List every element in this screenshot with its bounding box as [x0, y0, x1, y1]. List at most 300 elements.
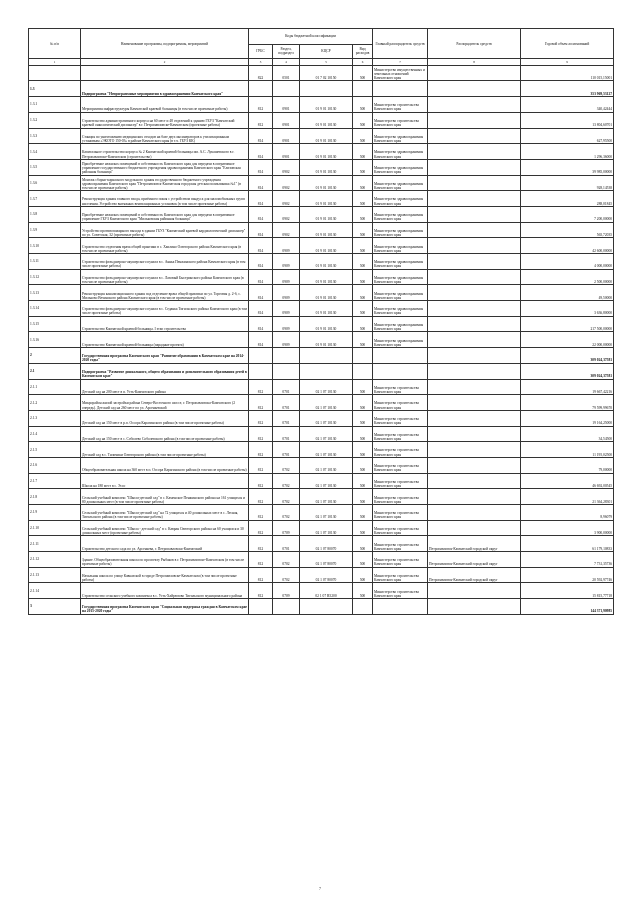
- row-vid: 500: [353, 489, 373, 505]
- row-kcsr: 02 1 07 R5200: [300, 583, 353, 599]
- row-distributor: Министерство строительства Камчатского края: [373, 426, 428, 442]
- row-volume: 15 815,77718: [521, 583, 614, 599]
- row-number: 2.1.13: [29, 567, 81, 583]
- row-razdel: 0909: [273, 254, 300, 270]
- row-grbs: [249, 81, 273, 97]
- row-volume: 7 200,00000: [521, 206, 614, 222]
- row-distributor: Министерство строительства Камчатского края: [373, 410, 428, 426]
- row-distributor: Министерство здравоохранения Камчатского края: [373, 175, 428, 191]
- row-number: 2.1.5: [29, 442, 81, 458]
- table-body: [29, 65, 614, 614]
- row-grbs: 812: [249, 552, 273, 568]
- row-grbs: 822: [249, 65, 273, 81]
- row-kcsr: 01 9 01 10130: [300, 301, 353, 317]
- row-recipient: [428, 332, 521, 348]
- table-row: [29, 191, 614, 207]
- row-distributor: Министерство здравоохранения Камчатского края: [373, 301, 428, 317]
- row-vid: 500: [353, 128, 373, 144]
- row-volume: 11 195,02500: [521, 442, 614, 458]
- row-name: Школа на 180 мест в с. Эссо: [81, 473, 249, 489]
- row-kcsr: 02 1 07 10130: [300, 395, 353, 411]
- row-recipient: [428, 285, 521, 301]
- row-vid: 500: [353, 301, 373, 317]
- row-grbs: 812: [249, 505, 273, 521]
- row-recipient: [428, 269, 521, 285]
- table-row: [29, 65, 614, 81]
- row-vid: 500: [353, 395, 373, 411]
- row-name: Детский сад на 200 мест в п. Усть-Камчатского района: [81, 379, 249, 395]
- row-grbs: 812: [249, 410, 273, 426]
- row-name: [81, 65, 249, 81]
- row-kcsr: 01 9 01 10130: [300, 316, 353, 332]
- row-vid: 500: [353, 457, 373, 473]
- row-volume: 3 636,80000: [521, 301, 614, 317]
- row-name: Строительство детского сада по ул. Арсеньева, г. Петропавловска-Камчатский: [81, 536, 249, 552]
- table-row: [29, 505, 614, 521]
- table-row: [29, 348, 614, 364]
- row-number: 2.1.4: [29, 426, 81, 442]
- row-volume: 19 667,42216: [521, 379, 614, 395]
- row-name: Сельский учебный комплекс "Школа-детский сад" в с. Каменское Пенжинского района на 161 учащихся и 80 дошкольных мест (в том числе проектные работы): [81, 489, 249, 505]
- row-name: Строительство сельского учебного комплекса в с. Усть-Хайрюзово Тигильского муниципального района: [81, 583, 249, 599]
- row-distributor: [373, 81, 428, 97]
- row-razdel: 0701: [273, 410, 300, 426]
- row-kcsr: 01 9 01 10130: [300, 112, 353, 128]
- row-vid: 500: [353, 191, 373, 207]
- row-grbs: 814: [249, 144, 273, 160]
- row-distributor: Министерство имущественных и земельных отношений Камчатского края: [373, 65, 428, 81]
- row-number: 2.1.9: [29, 505, 81, 521]
- row-volume: 20 592,97746: [521, 567, 614, 583]
- row-vid: [353, 599, 373, 615]
- row-razdel: 0902: [273, 191, 300, 207]
- row-name: Детский сад на 150 мест в р.п. Оссора Карагинского района (в том числе проектные работы): [81, 410, 249, 426]
- row-name: Реконструкция канализационного здания под отделение врача общей практики по ул. Торговая д. 2-б, с. Мильково Вечинского района Камчатского края (в том числе проектные работы): [81, 285, 249, 301]
- row-razdel: 0909: [273, 332, 300, 348]
- row-recipient: [428, 442, 521, 458]
- row-number: 1.3.13: [29, 285, 81, 301]
- row-recipient: Петропавловск-Камчатский городской округ: [428, 552, 521, 568]
- table-row: [29, 583, 614, 599]
- row-grbs: 814: [249, 175, 273, 191]
- row-volume: 217 500,00000: [521, 316, 614, 332]
- row-distributor: Министерство строительства Камчатского края: [373, 520, 428, 536]
- table-row: [29, 144, 614, 160]
- row-distributor: Министерство строительства Камчатского края: [373, 567, 428, 583]
- table-row: [29, 159, 614, 175]
- row-distributor: Министерство строительства Камчатского края: [373, 536, 428, 552]
- row-razdel: 0901: [273, 97, 300, 113]
- row-recipient: [428, 457, 521, 473]
- row-distributor: [373, 348, 428, 364]
- row-distributor: Министерство здравоохранения Камчатского края: [373, 222, 428, 238]
- row-volume: 2 500,00000: [521, 269, 614, 285]
- table-row: [29, 552, 614, 568]
- header-index: 7: [373, 59, 428, 66]
- row-vid: [353, 363, 373, 379]
- row-number: 2.1.3: [29, 410, 81, 426]
- row-volume: 4 000,00000: [521, 254, 614, 270]
- row-vid: 500: [353, 473, 373, 489]
- row-volume: 21 364,28301: [521, 489, 614, 505]
- table-row: [29, 567, 614, 583]
- header-index: 4: [273, 59, 300, 66]
- row-name: Монтаж сборно-каркасного модульного здания государственного бюджетного учреждения здравоохранения Камчатского края "Петропавловск-Камчатская городская детская поликлиника №1" (в том числе проектные работы): [81, 175, 249, 191]
- row-number: 2: [29, 348, 81, 364]
- row-vid: 500: [353, 254, 373, 270]
- row-razdel: 0909: [273, 301, 300, 317]
- row-kcsr: 01 9 01 10130: [300, 206, 353, 222]
- table-row: [29, 332, 614, 348]
- row-name: Приобретение нежилых помещений в собственность Камчатского края для передачи в оперативное управление государственного бюджетного учреждения здравоохранения Камчатского края "Елизовская районная больница": [81, 159, 249, 175]
- row-distributor: Министерство здравоохранения Камчатского края: [373, 285, 428, 301]
- header-index: 3: [249, 59, 273, 66]
- row-number: 3: [29, 599, 81, 615]
- row-vid: 500: [353, 552, 373, 568]
- row-name: Начальная школа по улице Кавказской в городе Петропавловске-Камчатском (в том числе проектные работы): [81, 567, 249, 583]
- row-distributor: Министерство здравоохранения Камчатского края: [373, 206, 428, 222]
- row-number: 1.3.16: [29, 332, 81, 348]
- row-grbs: 814: [249, 238, 273, 254]
- row-razdel: 0709: [273, 520, 300, 536]
- row-volume: 565,72035: [521, 222, 614, 238]
- row-razdel: 0902: [273, 206, 300, 222]
- row-recipient: [428, 379, 521, 395]
- row-grbs: 812: [249, 395, 273, 411]
- row-vid: 500: [353, 520, 373, 536]
- row-distributor: Министерство строительства Камчатского края: [373, 552, 428, 568]
- row-razdel: 0902: [273, 159, 300, 175]
- row-grbs: 812: [249, 442, 273, 458]
- row-vid: 500: [353, 159, 373, 175]
- header-index: 5: [300, 59, 353, 66]
- row-vid: 500: [353, 238, 373, 254]
- row-kcsr: [300, 348, 353, 364]
- row-volume: 22 000,00000: [521, 332, 614, 348]
- row-number: 2.1.10: [29, 520, 81, 536]
- row-kcsr: 01 9 01 10130: [300, 144, 353, 160]
- row-grbs: 812: [249, 426, 273, 442]
- row-recipient: [428, 222, 521, 238]
- row-number: 2.1.12: [29, 552, 81, 568]
- row-recipient: [428, 316, 521, 332]
- row-razdel: 0909: [273, 238, 300, 254]
- row-kcsr: 01 9 01 10130: [300, 285, 353, 301]
- row-vid: 500: [353, 97, 373, 113]
- table-row: [29, 379, 614, 395]
- row-kcsr: [300, 363, 353, 379]
- row-grbs: 814: [249, 254, 273, 270]
- row-volume: 7 731,35736: [521, 552, 614, 568]
- row-number: 1.3.2: [29, 112, 81, 128]
- row-volume: 288,01845: [521, 191, 614, 207]
- row-vid: 500: [353, 426, 373, 442]
- header-kcsr: КЦСР: [300, 44, 353, 59]
- row-grbs: 814: [249, 191, 273, 207]
- row-vid: 500: [353, 379, 373, 395]
- row-razdel: 0702: [273, 489, 300, 505]
- table-row: [29, 316, 614, 332]
- row-distributor: Министерство строительства Камчатского края: [373, 112, 428, 128]
- row-name: Строительство Камчатской краевой больницы. I этап строительства: [81, 316, 249, 332]
- row-razdel: 0901: [273, 128, 300, 144]
- table-row: [29, 238, 614, 254]
- row-recipient: [428, 363, 521, 379]
- row-number: 1.3.15: [29, 316, 81, 332]
- row-number: 2.1.7: [29, 473, 81, 489]
- row-volume: 1 296,36000: [521, 144, 614, 160]
- row-name: Строительство Камчатской краевой больницы (парадные проекта): [81, 332, 249, 348]
- row-grbs: 812: [249, 489, 273, 505]
- row-razdel: [273, 599, 300, 615]
- budget-table: [28, 28, 614, 615]
- row-volume: 309 024,37581: [521, 348, 614, 364]
- header-index: 9: [521, 59, 614, 66]
- row-volume: 42 600,00000: [521, 238, 614, 254]
- row-recipient: [428, 505, 521, 521]
- row-razdel: 0701: [273, 426, 300, 442]
- row-grbs: [249, 599, 273, 615]
- row-name: Строительство фельдшерско-акушерского пункта в с. Аянка Пенжинского района Камчатского края (в том числе проектные работы): [81, 254, 249, 270]
- table-row: [29, 254, 614, 270]
- row-razdel: 0909: [273, 269, 300, 285]
- row-vid: 500: [353, 175, 373, 191]
- table-row: [29, 128, 614, 144]
- row-distributor: Министерство здравоохранения Камчатского края: [373, 144, 428, 160]
- row-number: 2.1.8: [29, 489, 81, 505]
- table-header: [29, 29, 614, 66]
- row-grbs: 812: [249, 520, 273, 536]
- row-name: Мероприятия инфраструктуры Камчатской краевой больницы (в том числе проектные работы): [81, 97, 249, 113]
- row-number: [29, 65, 81, 81]
- row-name: Общеобразовательная школа на 360 мест в п. Оссора Карагинского района (в том числе проектные работы): [81, 457, 249, 473]
- document-page: [28, 28, 613, 615]
- header-razdel: Раздел, подраздел: [273, 44, 300, 59]
- row-kcsr: 02 1 07 10130: [300, 505, 353, 521]
- row-volume: 340,42444: [521, 97, 614, 113]
- row-volume: 19 164,25000: [521, 410, 614, 426]
- row-recipient: [428, 206, 521, 222]
- row-volume: 309 024,37581: [521, 363, 614, 379]
- row-vid: 500: [353, 332, 373, 348]
- row-recipient: [428, 395, 521, 411]
- row-distributor: Министерство здравоохранения Камчатского края: [373, 332, 428, 348]
- row-grbs: 812: [249, 112, 273, 128]
- row-vid: 500: [353, 583, 373, 599]
- row-kcsr: 01 9 01 10130: [300, 269, 353, 285]
- row-grbs: 812: [249, 473, 273, 489]
- row-volume: 110 015,15001: [521, 65, 614, 81]
- row-kcsr: 02 1 07 80070: [300, 567, 353, 583]
- table-row: [29, 426, 614, 442]
- row-vid: 500: [353, 567, 373, 583]
- row-vid: 500: [353, 442, 373, 458]
- row-recipient: [428, 348, 521, 364]
- table-row: [29, 489, 614, 505]
- row-number: 1.3.9: [29, 222, 81, 238]
- row-razdel: [273, 348, 300, 364]
- row-name: Микрорайон жилой застройки района Северо-Восточного шоссе, г. Петропавловска-Камчатского (2 очередь). Детский сад на 260 мест по ул. Арсеньевской: [81, 395, 249, 411]
- row-vid: 500: [353, 222, 373, 238]
- row-number: 2.1.11: [29, 536, 81, 552]
- row-volume: 49,50000: [521, 285, 614, 301]
- row-kcsr: [300, 81, 353, 97]
- row-number: 1.3.4: [29, 144, 81, 160]
- row-distributor: Министерство строительства Камчатского края: [373, 97, 428, 113]
- row-volume: 46 692,00545: [521, 473, 614, 489]
- row-name: Сельский учебный комплекс "Школа - детский сад" в с. Кавран Олюторского района на 60 учащихся и 30 дошкольных мест (проектные работы): [81, 520, 249, 536]
- table-row: [29, 175, 614, 191]
- row-recipient: Петропавловск-Камчатский городской округ: [428, 536, 521, 552]
- row-grbs: 814: [249, 159, 273, 175]
- row-vid: 500: [353, 316, 373, 332]
- table-row: [29, 442, 614, 458]
- header-budget-codes: Коды бюджетной классификации: [249, 29, 373, 45]
- row-number: 2.1: [29, 363, 81, 379]
- row-name: Государственная программа Камчатского края "Развитие образования в Камчатском крае на 2014-2020 годы": [81, 348, 249, 364]
- row-name: Строительство фельдшерско-акушерского пункта в с. Лазовый Быстринского района Камчатского края (в том числе проектные работы): [81, 269, 249, 285]
- row-grbs: 814: [249, 332, 273, 348]
- row-name: Станция по уничтожению медицинских отходов на базе двух инсинераторов к утилизационным установкам «ЭКОТО 150-03» в районе Камчатского края (в т.ч. ГБУЗ КК): [81, 128, 249, 144]
- row-distributor: Министерство строительства Камчатского края: [373, 473, 428, 489]
- row-grbs: 814: [249, 206, 273, 222]
- row-recipient: [428, 599, 521, 615]
- table-row: [29, 520, 614, 536]
- row-razdel: 0901: [273, 144, 300, 160]
- header-volume: Годовой объем ассигнований: [521, 29, 614, 59]
- page-number: 7: [319, 886, 321, 891]
- row-name: Сельский учебный комплекс "Школа-детский сад" на 72 учащихся и 40 дошкольных мест в с. Лесная, Тигильского района (в том числе проектные работы): [81, 505, 249, 521]
- row-vid: 500: [353, 505, 373, 521]
- row-razdel: 0701: [273, 395, 300, 411]
- row-volume: 61 179,10833: [521, 536, 614, 552]
- table-row: [29, 81, 614, 97]
- row-razdel: 0902: [273, 175, 300, 191]
- row-recipient: [428, 159, 521, 175]
- table-row: [29, 410, 614, 426]
- row-name: Строительство фельдшерско-акушерского пункта в с. Седанка Тигильского района Камчатского края (в том числе проектные работы): [81, 301, 249, 317]
- row-kcsr: 01 9 01 10130: [300, 332, 353, 348]
- row-recipient: [428, 254, 521, 270]
- table-row: [29, 473, 614, 489]
- row-name: Подпрограмма "Развитие дошкольного, общего образования и дополнительного образования детей в Камчатском крае": [81, 363, 249, 379]
- row-grbs: 812: [249, 536, 273, 552]
- row-kcsr: 02 1 07 80070: [300, 552, 353, 568]
- row-kcsr: [300, 599, 353, 615]
- header-recipient: Распорядитель средств: [428, 29, 521, 59]
- row-volume: 8,96079: [521, 505, 614, 521]
- row-recipient: [428, 583, 521, 599]
- row-grbs: 814: [249, 301, 273, 317]
- row-vid: 500: [353, 206, 373, 222]
- row-distributor: Министерство здравоохранения Камчатского края: [373, 128, 428, 144]
- row-distributor: Министерство строительства Камчатского края: [373, 395, 428, 411]
- row-grbs: 812: [249, 583, 273, 599]
- row-number: 2.1.1: [29, 379, 81, 395]
- row-number: 1.3.6: [29, 175, 81, 191]
- row-number: 1.3.8: [29, 206, 81, 222]
- row-number: 1.3.5: [29, 159, 81, 175]
- row-distributor: Министерство строительства Камчатского края: [373, 583, 428, 599]
- row-number: 2.1.2: [29, 395, 81, 411]
- row-vid: 500: [353, 536, 373, 552]
- table-row: [29, 599, 614, 615]
- row-vid: [353, 348, 373, 364]
- row-grbs: 812: [249, 97, 273, 113]
- row-grbs: 814: [249, 316, 273, 332]
- row-grbs: [249, 348, 273, 364]
- header-index-row: [29, 59, 614, 66]
- header-grbs: ГРБС: [249, 44, 273, 59]
- row-recipient: [428, 489, 521, 505]
- table-row: [29, 112, 614, 128]
- row-volume: 34,54500: [521, 426, 614, 442]
- row-volume: 79,00000: [521, 457, 614, 473]
- row-volume: 144 371,90985: [521, 599, 614, 615]
- row-distributor: Министерство здравоохранения Камчатского края: [373, 159, 428, 175]
- row-razdel: 0702: [273, 567, 300, 583]
- row-distributor: Министерство здравоохранения Камчатского края: [373, 269, 428, 285]
- row-razdel: [273, 363, 300, 379]
- row-number: 2.1.14: [29, 583, 81, 599]
- row-recipient: [428, 191, 521, 207]
- row-vid: 500: [353, 112, 373, 128]
- row-kcsr: 01 9 01 10130: [300, 222, 353, 238]
- row-recipient: [428, 410, 521, 426]
- row-name: Государственная программа Камчатского края "Социальная поддержка граждан в Камчатском крае на 2015-2020 годы": [81, 599, 249, 615]
- row-distributor: Министерство строительства Камчатского края: [373, 379, 428, 395]
- row-volume: 353 969,53127: [521, 81, 614, 97]
- row-distributor: Министерство строительства Камчатского края: [373, 505, 428, 521]
- row-kcsr: 02 1 07 10130: [300, 489, 353, 505]
- row-razdel: 0702: [273, 552, 300, 568]
- row-kcsr: 02 1 07 10130: [300, 379, 353, 395]
- row-razdel: 0702: [273, 473, 300, 489]
- row-razdel: 0701: [273, 442, 300, 458]
- table-row: [29, 536, 614, 552]
- table-row: [29, 301, 614, 317]
- row-distributor: Министерство здравоохранения Камчатского края: [373, 254, 428, 270]
- table-row: [29, 97, 614, 113]
- row-name: Устройство противопожарного выхода в здании ГБУЗ "Камчатский краевой кардиологический диспансер" по ул. Советская, 32 (проектные работы): [81, 222, 249, 238]
- header-index: 1: [29, 59, 81, 66]
- row-recipient: [428, 301, 521, 317]
- table-row: [29, 222, 614, 238]
- row-kcsr: 01 9 01 10130: [300, 128, 353, 144]
- row-grbs: 812: [249, 379, 273, 395]
- table-row: [29, 206, 614, 222]
- row-recipient: Петропавловск-Камчатский городской округ: [428, 567, 521, 583]
- row-kcsr: 01 7 02 10150: [300, 65, 353, 81]
- row-kcsr: 01 9 01 10130: [300, 159, 353, 175]
- row-volume: 928,14538: [521, 175, 614, 191]
- row-number: 1.3.3: [29, 128, 81, 144]
- row-razdel: 0701: [273, 536, 300, 552]
- row-name: Строительство отделения врача общей практики в с. Хаилино Олюторского района Камчатского края (в том числе проектные работы): [81, 238, 249, 254]
- row-volume: 39 985,00000: [521, 159, 614, 175]
- row-number: 1.3.7: [29, 191, 81, 207]
- row-grbs: 812: [249, 457, 273, 473]
- row-recipient: [428, 97, 521, 113]
- row-recipient: [428, 65, 521, 81]
- row-volume: 3 900,00000: [521, 520, 614, 536]
- row-recipient: [428, 426, 521, 442]
- row-distributor: Министерство строительства Камчатского края: [373, 457, 428, 473]
- row-kcsr: 01 9 01 10130: [300, 175, 353, 191]
- row-razdel: 0902: [273, 222, 300, 238]
- row-distributor: Министерство здравоохранения Камчатского края: [373, 191, 428, 207]
- row-kcsr: 01 9 01 10130: [300, 191, 353, 207]
